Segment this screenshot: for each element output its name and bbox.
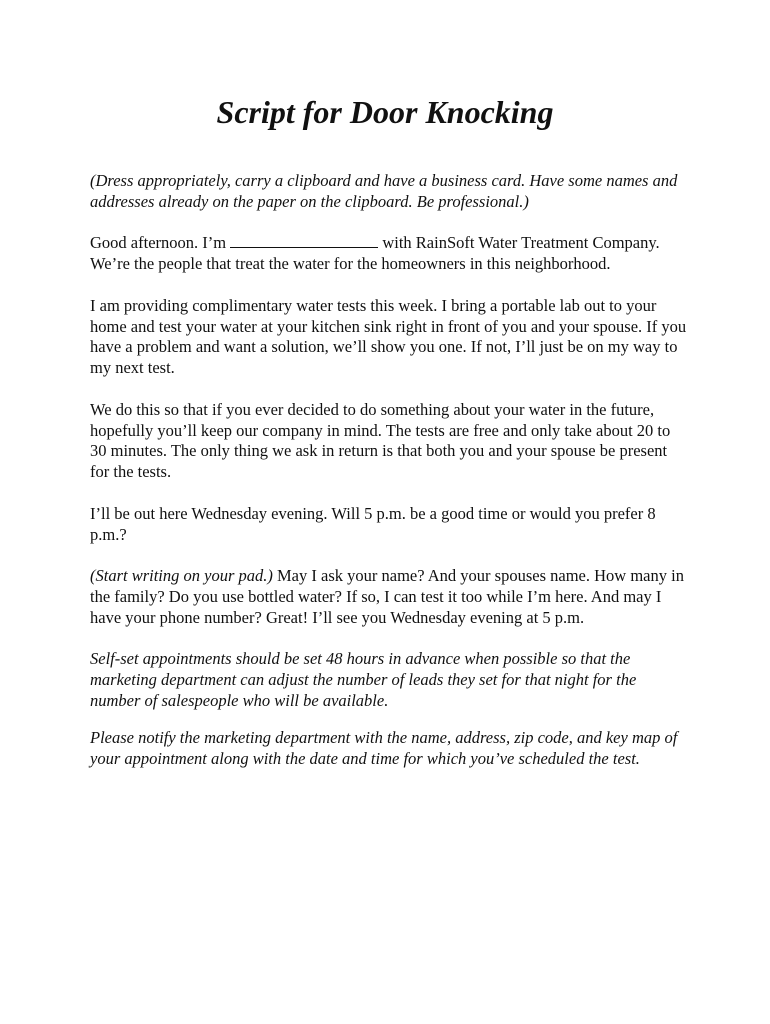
questions-paragraph (90, 566, 690, 628)
offer-paragraph: I am providing complimentary water tests this week. I bring a portable lab out to your home and test your water at your kitchen sink right in front of you and your spouse. If you have a problem and want a solution, we’ll show you one. If not, I’ll just be on my way to my next test. (90, 295, 687, 378)
self-set-note: Self-set appointments should be set 48 hours in advance when possible so that the marketing department can adjust the number of leads they set for that night for the number of salespeople who will be available. (90, 649, 637, 710)
intro-note: (Dress appropriately, carry a clipboard and have a business card. Have some names and addresses already on the paper on the clipboard. Be professional.) (90, 171, 678, 211)
pad-note: (Start writing on your pad.) (90, 566, 273, 586)
document-title: Script for Door Knocking (216, 94, 554, 130)
questions-text: May I ask your name? And your spouses name. How many in the family? Do you use bottled water? If so, I can test it too while I’m here. And may I have your phone number? Great! I’ll see you Wednesday evening at 5 p.m. (90, 566, 684, 627)
notify-note: Please notify the marketing department with the name, address, zip code, and key map of your appointment along with the date and time for which you’ve scheduled the test. (90, 727, 678, 768)
greeting-part-2: with RainSoft Water Treatment Company. We’re the people that treat the water for the homeowners in this neighborhood. (90, 233, 660, 274)
name-blank-line (230, 233, 378, 248)
document-body (90, 171, 690, 790)
greeting-part-1: Good afternoon. I’m (90, 233, 231, 253)
reason-paragraph: We do this so that if you ever decided to do something about your water in the future, hopefully you’ll keep our company in mind. The tests are free and only take about 20 to 30 minutes. The only thing we ask in return is that both you and your spouse be present for the tests. (90, 399, 671, 482)
schedule-paragraph: I’ll be out here Wednesday evening. Will 5 p.m. be a good time or would you prefer 8 p.m.? (90, 503, 656, 544)
greeting-paragraph (90, 233, 690, 275)
